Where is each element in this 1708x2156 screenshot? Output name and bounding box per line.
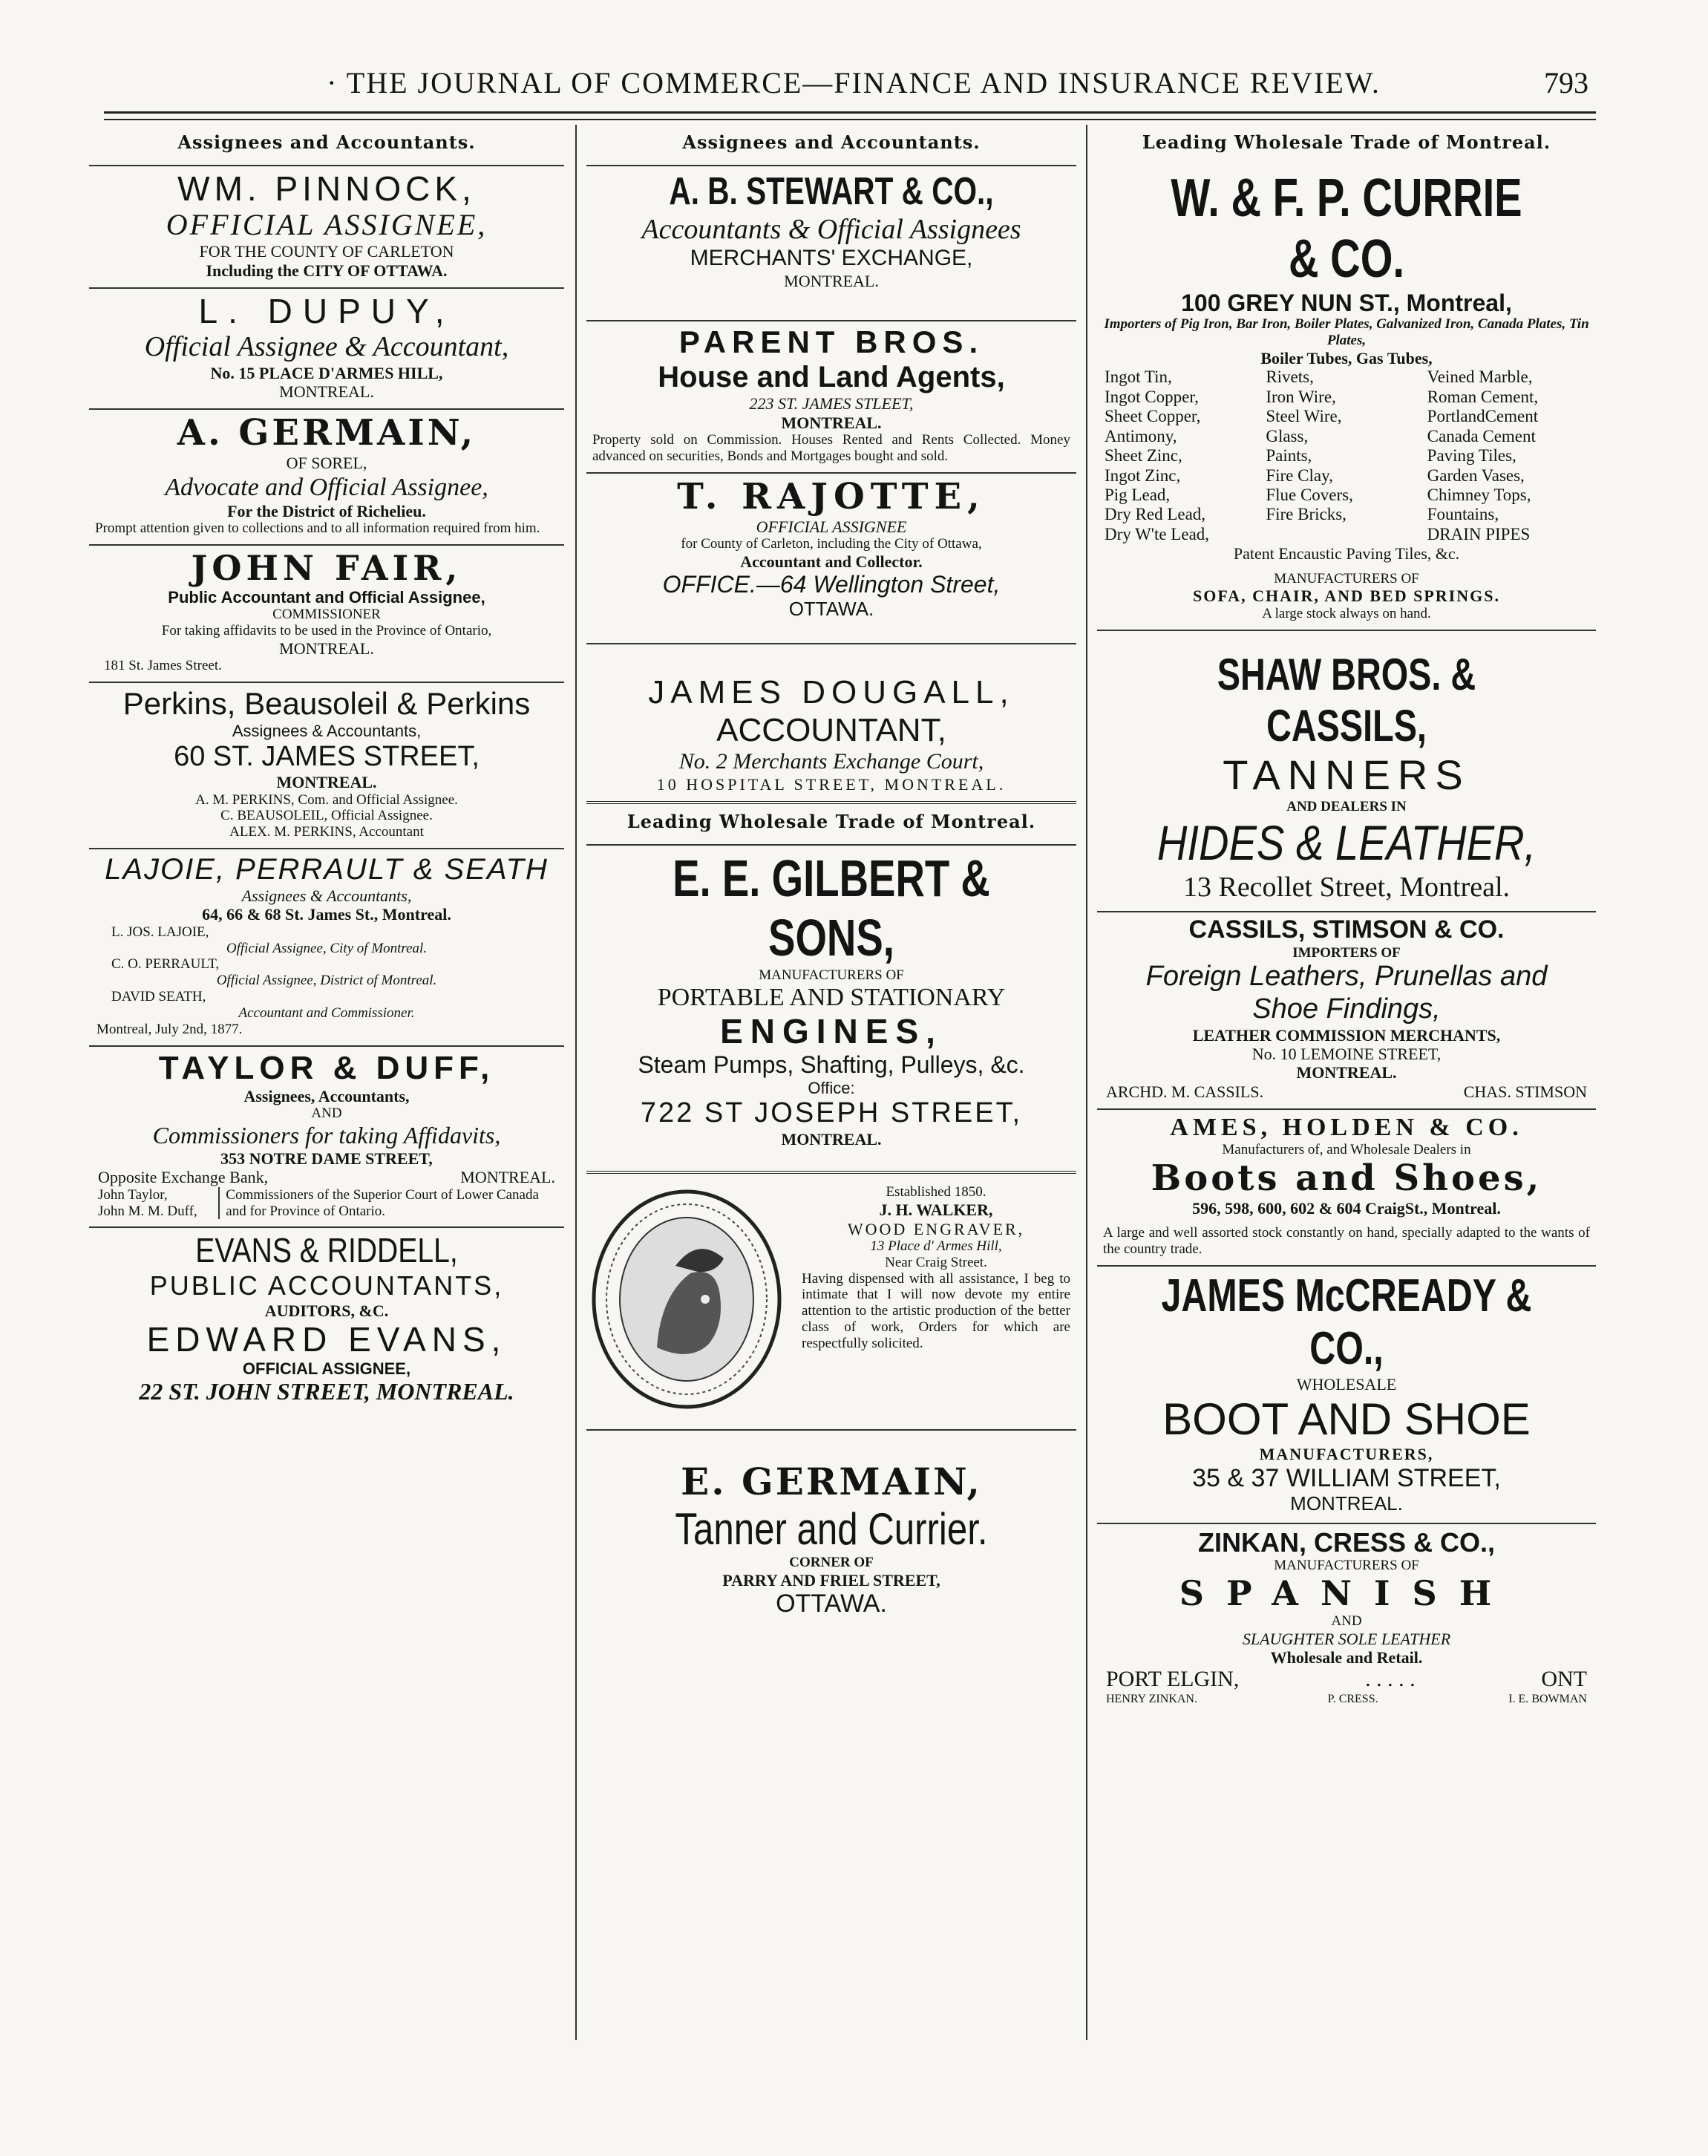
section-heading-assignees-2: Assignees and Accountants.	[586, 125, 1076, 166]
page-number: 793	[1544, 66, 1588, 99]
ad-evans-riddell: EVANS & RIDDELL, PUBLIC ACCOUNTANTS, AUDITORS, &C. EDWARD EVANS, OFFICIAL ASSIGNEE, 22 ST. JOHN STREET, MONTREAL.	[139, 1231, 514, 1405]
page-header	[104, 65, 1588, 110]
section-heading-wholesale-3: Leading Wholesale Trade of Montreal.	[1142, 131, 1551, 153]
ad-pinnock: WM. PINNOCK, OFFICIAL ASSIGNEE, FOR THE COUNTY OF CARLETON Including the CITY OF OTTAWA.	[89, 166, 564, 289]
ad-walker: Established 1850. J. H. WALKER, WOOD ENGRAVER, 13 Place d' Armes Hill, Near Craig Street. Having dispensed with all assistance, I beg to intimate that I will now devote my entire attention to the artistic production of the better class of work, Orders for which are respectfully solicited.	[586, 1174, 1076, 1431]
ad-dupuy: L. DUPUY, Official Assignee & Accountant, No. 15 PLACE D'ARMES HILL, MONTREAL.	[89, 289, 564, 410]
ad-gilbert: E. E. GILBERT & SONS, MANUFACTURERS OF PORTABLE AND STATIONARY ENGINES, Steam Pumps, Shafting, Pulleys, &c. Office: 722 ST JOSEPH STREET, MONTREAL.	[586, 846, 1076, 1175]
ad-stewart: A. B. STEWART & CO., Accountants & Official Assignees MERCHANTS' EXCHANGE, MONTREAL.	[586, 166, 1076, 321]
column-1	[89, 125, 564, 2040]
ad-shaw-bros: SHAW BROS. & CASSILS, TANNERS AND DEALERS IN HIDES & LEATHER, 13 Recollet Street, Montreal.	[1097, 631, 1596, 913]
ad-dougall: JAMES DOUGALL, ACCOUNTANT, No. 2 Merchants Exchange Court, 10 HOSPITAL STREET, MONTREAL.	[586, 644, 1076, 804]
ad-perkins: Perkins, Beausoleil & Perkins Assignees & Accountants, 60 ST. JAMES STREET, MONTREAL. A. M. PERKINS, Com. and Official Assignee. C. BEAUSOLEIL, Official Assignee. ALEX. M. PERKINS, Accountant	[89, 683, 564, 849]
ad-ames-holden: AMES, HOLDEN & CO. Manufacturers of, and Wholesale Dealers in Boots and Shoes, 596, 598, 600, 602 & 604 CraigSt., Montreal. A large and well assorted stock constantly on hand, specially adapted to the wants of the country trade.	[1097, 1110, 1596, 1267]
ad-zinkan-cress: ZINKAN, CRESS & CO., MANUFACTURERS OF SPANISH AND SLAUGHTER SOLE LEATHER Wholesale and Retail. PORT ELGIN, . . . . . ONT HENRY ZINKAN. P. CRESS. I. E. BOWMAN	[1106, 1526, 1587, 1705]
ad-cassils-stimson: CASSILS, STIMSON & CO. IMPORTERS OF Foreign Leathers, Prunellas and Shoe Findings, LEATHER COMMISSION MERCHANTS, No. 10 LEMOINE STREET, MONTREAL. ARCHD. M. CASSILS. CHAS. STIMSON	[1097, 912, 1596, 1110]
column-2	[586, 125, 1076, 2040]
ad-taylor-duff: TAYLOR & DUFF, Assignees, Accountants, AND Commissioners for taking Affidavits, 353 NOTRE DAME STREET, Opposite Exchange Bank, MONTREAL. John Taylor, John M. M. Duff, Commissioners of the Superior Court of Lower Canada and for Province of Ontario.	[89, 1047, 564, 1229]
ad-a-germain: A. GERMAIN, OF SOREL, Advocate and Official Assignee, For the District of Richelieu. Prompt attention given to collections and to all information required from him.	[89, 410, 564, 546]
currie-goods-list: Ingot Tin, Rivets, Veined Marble, Ingot Copper, Iron Wire, Roman Cement, Sheet Copper, Steel Wire, PortlandCement Antimony, Glass, Canada Cement Sheet Zinc, Paints, Paving Tiles, Ingot Zinc, Fire Clay, Garden Vases, Pig Lead, Flue Covers, Chimney Tops, Dry Red Lead, Fire Bricks, Fountains, Dry W'te Lead, DRAIN PIPES	[1105, 368, 1539, 543]
ad-e-germain: E. GERMAIN, Tanner and Currier. CORNER OF PARRY AND FRIEL STREET, OTTAWA.	[675, 1460, 988, 1618]
column-3	[1097, 125, 1596, 2040]
ad-lajoie: LAJOIE, PERRAULT & SEATH Assignees & Accountants, 64, 66 & 68 St. James St., Montreal. L. JOS. LAJOIE, Official Assignee, City of Montreal. C. O. PERRAULT, Official Assignee, District of Montreal. DAVID SEATH, Accountant and Commissioner. Montreal, July 2nd, 1877.	[89, 849, 564, 1047]
ad-john-fair: JOHN FAIR, Public Accountant and Official Assignee, COMMISSIONER For taking affidavits to be used in the Province of Ontario, MONTREAL. 181 St. James Street.	[89, 546, 564, 683]
journal-title: · THE JOURNAL OF COMMERCE—FINANCE AND INSURANCE REVIEW.	[327, 66, 1381, 99]
section-heading-wholesale: Leading Wholesale Trade of Montreal.	[586, 804, 1076, 846]
ad-parent-bros: PARENT BROS. House and Land Agents, 223 ST. JAMES STLEET, MONTREAL. Property sold on Commission. Houses Rented and Rents Collected. Money advanced on securities, Bonds and Mortgages bought and sold.	[586, 321, 1076, 474]
engraving-medallion-icon	[586, 1184, 787, 1414]
header-rule	[104, 111, 1596, 120]
ad-mccready: JAMES McCREADY & CO., WHOLESALE BOOT AND SHOE MANUFACTURERS, 35 & 37 WILLIAM STREET, MONTREAL.	[1097, 1267, 1596, 1524]
column-divider-1	[575, 125, 577, 2040]
ad-rajotte: T. RAJOTTE, OFFICIAL ASSIGNEE for County of Carleton, including the City of Ottawa, Accountant and Collector. OFFICE.—64 Wellington Street, OTTAWA.	[586, 474, 1076, 644]
column-divider-2	[1086, 125, 1087, 2040]
section-heading-assignees: Assignees and Accountants.	[89, 125, 564, 166]
ad-currie: W. & F. P. CURRIE & CO. 100 GREY NUN ST., Montreal, Importers of Pig Iron, Bar Iron, Boiler Plates, Galvanized Iron, Canada Plates, Tin Plates, Boiler Tubes, Gas Tubes, Ingot Tin, Rivets, Veined Marble, Ingot Copper, Iron Wire, Roman Cement, Sheet Copper, Steel Wire, PortlandCement Antimony, Glass, Canada Cement Sheet Zinc, Paints, Paving Tiles, Ingot Zinc, Fire Clay, Garden Vases, Pig Lead, Flue Covers, Chimney Tops, Dry Red Lead, Fire Bricks, Fountains, Dry W'te Lead, DRAIN PIPES Patent Encaustic Paving Tiles, &c. MANUFACTURERS OF SOFA, CHAIR, AND BED SPRINGS. A large stock always on hand.	[1097, 165, 1596, 631]
